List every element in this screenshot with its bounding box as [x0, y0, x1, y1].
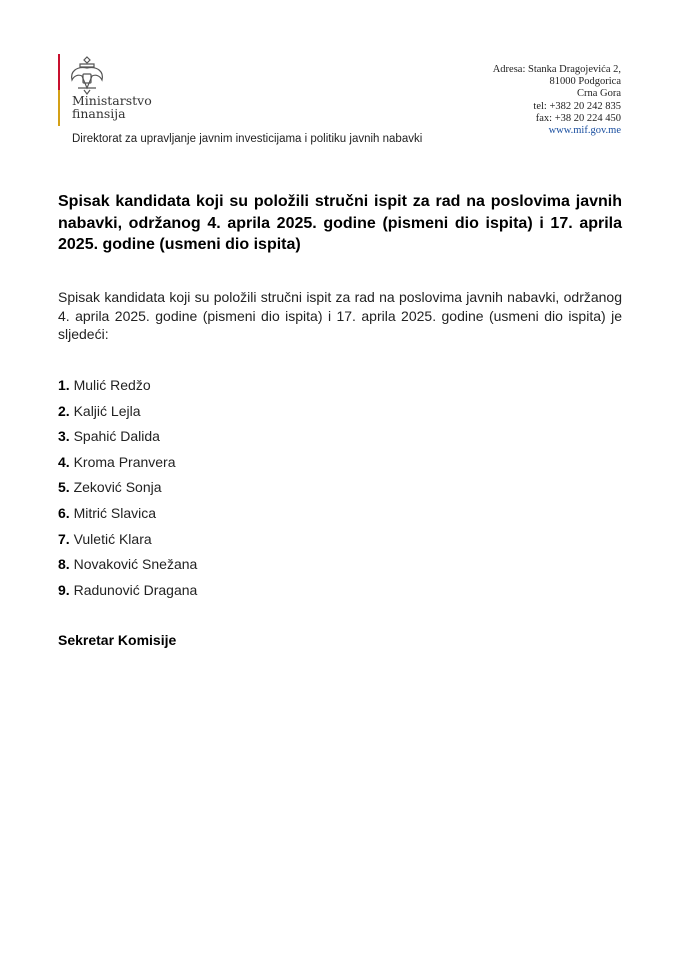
address-line: Adresa: Stanka Dragojevića 2, — [492, 64, 621, 75]
list-item-name: Vuletić Klara — [69, 530, 152, 547]
ministry-line2: finansija — [72, 106, 126, 121]
list-item-name: Novaković Snežana — [69, 556, 198, 573]
list-item — [58, 502, 197, 528]
flag-stripe-gold — [58, 90, 60, 126]
list-item-name: Zeković Sonja — [69, 479, 162, 496]
list-item-number: 9. — [58, 581, 70, 598]
candidate-list — [58, 374, 197, 604]
list-item-number: 6. — [58, 504, 70, 521]
address-city: 81000 Podgorica — [549, 76, 621, 88]
list-item-name: Radunović Dragana — [69, 581, 198, 598]
ministry-name — [72, 94, 152, 120]
list-item-name: Mitrić Slavica — [69, 504, 157, 521]
list-item — [58, 579, 197, 605]
intro-paragraph: Spisak kandidata koji su položili stručni ispit za rad na poslovima javnih nabavki, održanog 4. aprila 2025. godine (pismeni dio ispita) i 17. aprila 2025. godine (usmeni dio ispita) je sljedeći: — [58, 289, 622, 342]
list-item — [58, 553, 197, 579]
list-item-name: Kaljić Lejla — [69, 402, 141, 419]
list-item — [58, 425, 197, 451]
flag-stripe-red — [58, 54, 60, 90]
list-item-number: 5. — [58, 479, 70, 496]
ministry-line1: Ministarstvo — [72, 93, 152, 108]
list-item-number: 1. — [58, 377, 70, 393]
list-item-name: Kroma Pranvera — [69, 453, 176, 470]
list-item-number: 4. — [58, 453, 70, 470]
flag-stripe — [58, 54, 60, 126]
coat-of-arms-icon — [66, 54, 108, 96]
website-link[interactable]: www.mif.gov.me — [548, 125, 621, 137]
list-item-name: Spahić Dalida — [69, 428, 160, 445]
list-item-number: 2. — [58, 402, 70, 419]
address-fax: fax: +38 20 224 450 — [535, 112, 621, 124]
list-item — [58, 451, 197, 477]
address-country: Crna Gora — [576, 88, 621, 100]
document-title: Spisak kandidata koji su položili stručni ispit za rad na poslovima javnih nabavki, održanog 4. aprila 2025. godine (pismeni dio ispita) i 17. aprila 2025. godine (usmeni dio ispita) — [58, 193, 622, 253]
address-tel: tel: +382 20 242 835 — [533, 100, 621, 112]
list-item-number: 8. — [58, 556, 70, 573]
list-item-number: 7. — [58, 530, 70, 547]
list-item — [58, 476, 197, 502]
list-item-name: Mulić Redžo — [69, 377, 151, 393]
list-item-number: 3. — [58, 428, 70, 445]
address-block — [493, 64, 621, 137]
list-item — [58, 528, 197, 554]
directorate-name: Direktorat za upravljanje javnim investicijama i politiku javnih nabavki — [72, 133, 423, 145]
list-item — [58, 374, 197, 400]
signature: Sekretar Komisije — [58, 632, 177, 648]
list-item — [58, 400, 197, 426]
